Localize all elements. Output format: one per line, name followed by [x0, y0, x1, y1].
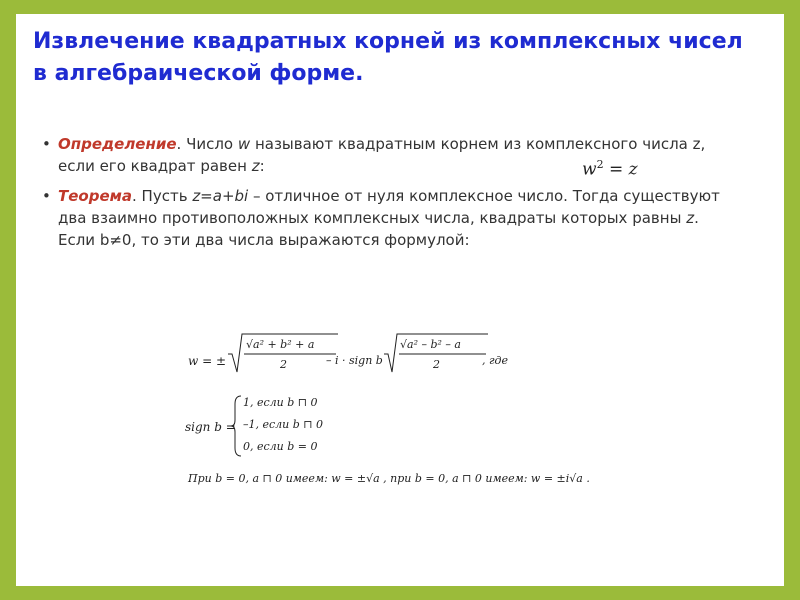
theorem-item: [40, 185, 740, 251]
main-mid: – i · sign b: [326, 354, 383, 367]
theorem-var-z: z: [686, 209, 695, 227]
main-den-1: 2: [280, 358, 287, 371]
main-num-2: √a² – b² – a: [400, 338, 461, 351]
theorem-term: Теорема: [58, 187, 133, 205]
formula-base: w: [582, 159, 597, 180]
main-den-2: 2: [433, 358, 440, 371]
theorem-expr: z=a+bi: [192, 187, 249, 205]
definition-text-3: :: [259, 157, 265, 175]
main-formula: [170, 318, 530, 388]
bullet-icon: •: [42, 187, 51, 205]
main-tail: , где: [482, 354, 509, 367]
definition-term: Определение: [58, 135, 177, 153]
definition-text-2: называют квадратным корнем из комплексного числа z, если его квадрат равен: [58, 135, 706, 175]
page-title: Извлечение квадратных корней из комплексных чисел в алгебраической форме.: [33, 29, 743, 86]
slide: [16, 14, 784, 586]
bullet-list: [40, 133, 740, 255]
definition-formula: [582, 158, 638, 180]
sign-lhs: sign b =: [185, 420, 236, 434]
main-formula-svg: [170, 318, 530, 388]
theorem-text-1: . Пусть: [132, 187, 193, 205]
formula-exponent: 2: [596, 158, 604, 171]
bullet-icon: •: [42, 135, 51, 153]
main-num-1: √a² + b² + a: [246, 338, 315, 351]
definition-text-1: . Число: [176, 135, 238, 153]
definition-var-w: w: [237, 135, 251, 153]
sign-case-2: –1, если b ⊓ 0: [243, 418, 323, 431]
main-lhs: w = ±: [188, 354, 227, 368]
special-case-note: При b = 0, a ⊓ 0 имеем: w = ±√a , при b = 0, a ⊓ 0 имеем: w = ±i√a .: [188, 472, 590, 485]
sign-formula: [185, 392, 385, 460]
sign-case-3: 0, если b = 0: [243, 440, 318, 453]
theorem-text-3: . Если b≠0, то эти два числа выражаются формулой:: [58, 209, 699, 249]
formula-rest: = z: [603, 159, 638, 180]
sign-case-1: 1, если b ⊓ 0: [243, 396, 318, 409]
definition-var-z: z: [251, 157, 260, 175]
theorem-text-2: – отличное от нуля комплексное число. Тогда существуют два взаимно противоположных комплексных числа, квадраты которых равны: [58, 187, 720, 227]
